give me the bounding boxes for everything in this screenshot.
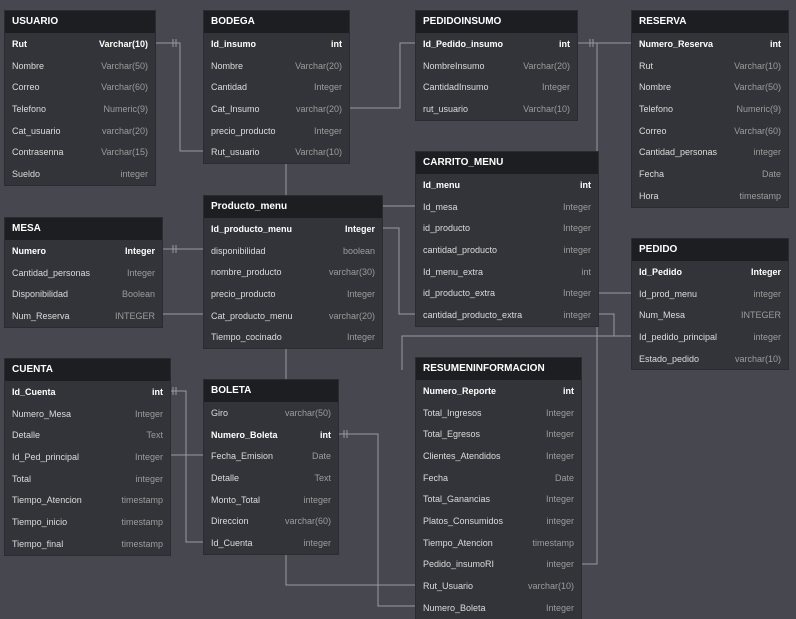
field-type: Integer: [545, 407, 574, 418]
field-type: varchar(10): [734, 353, 781, 364]
field-name: Rut_Usuario: [423, 581, 474, 592]
field-type: int: [331, 38, 342, 49]
field-row-total[interactable]: [5, 468, 170, 490]
field-row-id-prod-menu[interactable]: [632, 283, 788, 305]
table-boleta[interactable]: [204, 380, 338, 554]
field-row-nombre[interactable]: [632, 76, 788, 98]
field-name: Tiempo_final: [12, 538, 64, 549]
field-name: Contrasenna: [12, 147, 64, 158]
table-header: CUENTA: [5, 359, 170, 381]
field-name: Estado_pedido: [639, 353, 700, 364]
field-name: Clientes_Atendidos: [423, 450, 501, 461]
field-name: Id_Ped_principal: [12, 451, 80, 462]
field-name: Fecha: [423, 472, 449, 483]
field-type: Integer: [562, 201, 591, 212]
field-row-monto-total[interactable]: [204, 489, 338, 511]
field-type: varchar(50): [284, 407, 331, 418]
field-name: Id_Cuenta: [12, 386, 56, 397]
field-row-telefono[interactable]: [632, 98, 788, 120]
field-type: integer: [753, 147, 781, 158]
field-row-cantidad[interactable]: [204, 76, 349, 98]
field-row-tiempo-inicio[interactable]: [5, 511, 170, 533]
field-row-total-ganancias[interactable]: [416, 488, 581, 510]
field-row-id-pedido-principal[interactable]: [632, 326, 788, 348]
field-type: Varchar(15): [101, 147, 148, 158]
field-row-precio-producto[interactable]: [204, 283, 382, 305]
field-row-nombre[interactable]: [5, 55, 155, 77]
field-name: Numero: [12, 245, 47, 256]
relation-producto-carrito: [382, 206, 416, 314]
field-row-cantidad-personas[interactable]: [5, 262, 162, 284]
field-type: Integer: [545, 602, 574, 613]
field-row-rut[interactable]: [5, 33, 155, 55]
field-name: Cat_producto_menu: [211, 310, 293, 321]
field-type: Integer: [313, 82, 342, 93]
field-row-tiempo-cocinado[interactable]: [204, 326, 382, 348]
field-name: Direccion: [211, 516, 249, 527]
field-row-detalle[interactable]: [204, 467, 338, 489]
field-name: Tiempo_inicio: [12, 516, 68, 527]
field-row-id-producto-extra[interactable]: [416, 282, 598, 304]
field-name: Total_Ganancias: [423, 494, 491, 505]
field-type: int: [152, 386, 163, 397]
field-type: Varchar(50): [734, 82, 781, 93]
field-type: Varchar(10): [734, 60, 781, 71]
field-row-rut-usuario[interactable]: [204, 141, 349, 163]
field-name: Disponibilidad: [12, 289, 69, 300]
field-name: Id_pedido_principal: [639, 331, 718, 342]
field-name: Total: [12, 473, 32, 484]
field-name: Tiempo_Atencion: [12, 495, 82, 506]
field-row-fecha-emision[interactable]: [204, 445, 338, 467]
field-type: Integer: [562, 223, 591, 234]
field-type: Integer: [344, 223, 375, 234]
field-type: timestamp: [121, 516, 163, 527]
field-name: precio_producto: [211, 125, 276, 136]
field-row-nombreinsumo[interactable]: [416, 55, 577, 77]
field-type: integer: [753, 288, 781, 299]
field-name: Telefono: [639, 103, 674, 114]
field-name: Rut: [12, 38, 27, 49]
table-usuario[interactable]: [5, 11, 155, 185]
field-name: Nombre: [211, 60, 244, 71]
table-header: BOLETA: [204, 380, 338, 402]
field-type: timestamp: [739, 190, 781, 201]
field-row-num-mesa[interactable]: [632, 304, 788, 326]
field-row-id-producto-menu[interactable]: [204, 218, 382, 240]
relation-usuario-pedidoinsumo: [349, 43, 416, 108]
field-name: Hora: [639, 190, 659, 201]
field-row-total-ingresos[interactable]: [416, 402, 581, 424]
field-name: Pedido_insumoRI: [423, 559, 495, 570]
field-type: Varchar(10): [98, 38, 148, 49]
table-header: PEDIDO: [632, 239, 788, 261]
field-row-id-menu[interactable]: [416, 174, 598, 196]
field-name: Detalle: [12, 430, 41, 441]
field-type: integer: [563, 309, 591, 320]
field-row-cantidad-producto[interactable]: [416, 239, 598, 261]
field-type: Integer: [750, 266, 781, 277]
field-type: Date: [554, 472, 574, 483]
field-type: int: [581, 266, 591, 277]
field-name: Id_prod_menu: [639, 288, 698, 299]
field-type: integer: [563, 244, 591, 255]
field-name: Numero_Reporte: [423, 385, 497, 396]
relation-usuario-bodega: [155, 39, 204, 151]
field-row-direccion[interactable]: [204, 510, 338, 532]
field-name: Id_Pedido_insumo: [423, 38, 504, 49]
field-row-cat-usuario[interactable]: [5, 120, 155, 142]
field-type: Varchar(60): [101, 82, 148, 93]
field-type: integer: [546, 559, 574, 570]
table-header: PEDIDOINSUMO: [416, 11, 577, 33]
field-type: timestamp: [121, 495, 163, 506]
field-name: Correo: [639, 125, 667, 136]
field-row-estado-pedido[interactable]: [632, 348, 788, 370]
field-name: Detalle: [211, 472, 240, 483]
field-row-id-pedido[interactable]: [632, 261, 788, 283]
field-name: Telefono: [12, 103, 47, 114]
field-type: Text: [314, 472, 331, 483]
field-type: Integer: [126, 267, 155, 278]
table-cuenta[interactable]: [5, 359, 170, 555]
relation-bodega-resumen: [286, 554, 416, 585]
field-row-id-mesa[interactable]: [416, 196, 598, 218]
field-type: Integer: [562, 288, 591, 299]
field-row-fecha[interactable]: [632, 163, 788, 185]
field-name: Id_mesa: [423, 201, 458, 212]
field-name: id_producto_extra: [423, 288, 496, 299]
table-producto-menu[interactable]: [204, 196, 382, 348]
field-type: int: [770, 38, 781, 49]
field-type: varchar(20): [295, 103, 342, 114]
field-name: Numero_Boleta: [423, 602, 486, 613]
field-row-id-insumo[interactable]: [204, 33, 349, 55]
field-type: Numeric(9): [103, 103, 148, 114]
field-name: Cat_Insumo: [211, 103, 260, 114]
field-type: Varchar(10): [523, 103, 570, 114]
relation-cuenta-boleta: [170, 387, 204, 542]
field-row-id-pedido-insumo[interactable]: [416, 33, 577, 55]
relation-pedidoinsumo-reserva: [577, 39, 632, 47]
field-type: Integer: [313, 125, 342, 136]
table-header: RESUMENINFORMACION: [416, 358, 581, 380]
field-type: varchar(20): [328, 310, 375, 321]
field-name: Nombre: [639, 82, 672, 93]
field-type: integer: [546, 515, 574, 526]
field-row-numero-boleta[interactable]: [416, 597, 581, 619]
table-header: USUARIO: [5, 11, 155, 33]
field-type: Integer: [541, 82, 570, 93]
field-row-fecha[interactable]: [416, 467, 581, 489]
field-row-numero-boleta[interactable]: [204, 424, 338, 446]
field-name: Cantidad_personas: [12, 267, 91, 278]
field-row-tiempo-atencion[interactable]: [416, 532, 581, 554]
field-row-disponibilidad[interactable]: [5, 283, 162, 305]
field-type: integer: [303, 494, 331, 505]
field-type: varchar(10): [527, 581, 574, 592]
field-row-numero-mesa[interactable]: [5, 403, 170, 425]
field-row-precio-producto[interactable]: [204, 120, 349, 142]
field-row-cantidad-personas[interactable]: [632, 141, 788, 163]
field-name: Cantidad_personas: [639, 147, 718, 158]
field-row-correo[interactable]: [5, 76, 155, 98]
table-pedido[interactable]: [632, 239, 788, 369]
field-row-nombre-producto[interactable]: [204, 261, 382, 283]
field-name: Tiempo_Atencion: [423, 537, 493, 548]
field-name: Num_Reserva: [12, 310, 70, 321]
field-name: Cat_usuario: [12, 125, 61, 136]
field-row-cat-producto-menu[interactable]: [204, 305, 382, 327]
field-type: Date: [761, 168, 781, 179]
field-name: cantidad_producto_extra: [423, 309, 523, 320]
field-name: id_producto: [423, 223, 471, 234]
field-type: Integer: [346, 332, 375, 343]
field-type: Numeric(9): [736, 103, 781, 114]
field-name: Monto_Total: [211, 494, 261, 505]
field-name: Tiempo_cocinado: [211, 332, 282, 343]
relation-mesa-producto: [162, 245, 204, 253]
table-header: MESA: [5, 218, 162, 240]
field-row-cantidad-producto-extra[interactable]: [416, 304, 598, 326]
relation-carrito-pedido: [598, 293, 632, 336]
field-type: int: [320, 429, 331, 440]
table-bodega[interactable]: [204, 11, 349, 163]
field-type: varchar(60): [284, 516, 331, 527]
field-name: NombreInsumo: [423, 60, 485, 71]
field-row-numero-reserva[interactable]: [632, 33, 788, 55]
field-name: Total_Ingresos: [423, 407, 482, 418]
field-name: disponibilidad: [211, 245, 266, 256]
field-type: varchar(20): [101, 125, 148, 136]
field-name: Id_menu_extra: [423, 266, 484, 277]
field-name: Numero_Reserva: [639, 38, 714, 49]
field-type: Integer: [545, 429, 574, 440]
field-row-id-cuenta[interactable]: [204, 532, 338, 554]
field-type: INTEGER: [740, 310, 781, 321]
field-name: Fecha: [639, 168, 665, 179]
field-name: cantidad_producto: [423, 244, 498, 255]
field-row-correo[interactable]: [632, 120, 788, 142]
table-header: CARRITO_MENU: [416, 152, 598, 174]
field-row-platos-consumidos[interactable]: [416, 510, 581, 532]
field-type: integer: [753, 331, 781, 342]
field-row-numero[interactable]: [5, 240, 162, 262]
field-name: Id_producto_menu: [211, 223, 293, 234]
field-row-tiempo-atencion[interactable]: [5, 489, 170, 511]
field-row-nombre[interactable]: [204, 55, 349, 77]
table-header: Producto_menu: [204, 196, 382, 218]
field-type: int: [580, 179, 591, 190]
field-name: CantidadInsumo: [423, 82, 489, 93]
field-row-cantidadinsumo[interactable]: [416, 76, 577, 98]
field-name: Total_Egresos: [423, 429, 481, 440]
field-type: integer: [303, 537, 331, 548]
field-type: Text: [146, 430, 163, 441]
field-row-id-producto[interactable]: [416, 217, 598, 239]
field-type: Varchar(20): [295, 60, 342, 71]
field-name: nombre_producto: [211, 267, 282, 278]
field-name: Numero_Mesa: [12, 408, 72, 419]
field-name: Fecha_Emision: [211, 451, 274, 462]
field-name: Id_Cuenta: [211, 537, 253, 548]
field-type: Varchar(10): [295, 147, 342, 158]
field-type: integer: [120, 168, 148, 179]
field-type: Integer: [124, 245, 155, 256]
field-type: Varchar(50): [101, 60, 148, 71]
field-name: rut_usuario: [423, 103, 469, 114]
field-row-disponibilidad[interactable]: [204, 240, 382, 262]
table-resumeninformacion[interactable]: [416, 358, 581, 619]
field-type: integer: [135, 473, 163, 484]
field-type: Varchar(60): [734, 125, 781, 136]
field-name: Nombre: [12, 60, 45, 71]
field-row-rut-usuario[interactable]: [416, 575, 581, 597]
field-name: Num_Mesa: [639, 310, 686, 321]
field-type: INTEGER: [114, 310, 155, 321]
field-row-detalle[interactable]: [5, 424, 170, 446]
field-name: precio_producto: [211, 288, 276, 299]
field-type: Varchar(20): [523, 60, 570, 71]
table-header: BODEGA: [204, 11, 349, 33]
field-row-rut[interactable]: [632, 55, 788, 77]
field-type: timestamp: [532, 537, 574, 548]
table-mesa[interactable]: [5, 218, 162, 327]
field-row-id-ped-principal[interactable]: [5, 446, 170, 468]
field-name: Rut: [639, 60, 654, 71]
field-name: Cantidad: [211, 82, 248, 93]
field-name: Giro: [211, 407, 229, 418]
field-type: Integer: [134, 408, 163, 419]
field-row-num-reserva[interactable]: [5, 305, 162, 327]
field-name: Id_menu: [423, 179, 461, 190]
field-name: Id_Pedido: [639, 266, 683, 277]
field-row-rut-usuario[interactable]: [416, 98, 577, 120]
field-row-numero-reporte[interactable]: [416, 380, 581, 402]
field-row-hora[interactable]: [632, 185, 788, 207]
field-row-id-cuenta[interactable]: [5, 381, 170, 403]
field-row-pedido-insumori[interactable]: [416, 554, 581, 576]
field-type: Boolean: [121, 289, 155, 300]
field-name: Sueldo: [12, 168, 41, 179]
field-type: int: [563, 385, 574, 396]
field-name: Correo: [12, 82, 40, 93]
field-type: int: [559, 38, 570, 49]
field-row-sueldo[interactable]: [5, 163, 155, 185]
field-row-giro[interactable]: [204, 402, 338, 424]
table-reserva[interactable]: [632, 11, 788, 207]
field-row-telefono[interactable]: [5, 98, 155, 120]
field-name: Id_insumo: [211, 38, 257, 49]
field-type: Date: [311, 451, 331, 462]
field-name: Platos_Consumidos: [423, 515, 504, 526]
table-header: RESERVA: [632, 11, 788, 33]
table-pedidoinsumo[interactable]: [416, 11, 577, 120]
field-row-tiempo-final[interactable]: [5, 533, 170, 555]
field-type: varchar(30): [328, 267, 375, 278]
relation-boleta-resumen: [338, 430, 416, 606]
field-row-total-egresos[interactable]: [416, 423, 581, 445]
field-row-clientes-atendidos[interactable]: [416, 445, 581, 467]
field-type: boolean: [342, 245, 375, 256]
field-row-cat-insumo[interactable]: [204, 98, 349, 120]
table-carrito-menu[interactable]: [416, 152, 598, 326]
field-type: timestamp: [121, 538, 163, 549]
field-name: Rut_usuario: [211, 147, 260, 158]
field-type: Integer: [545, 494, 574, 505]
field-type: Integer: [545, 450, 574, 461]
field-row-contrasenna[interactable]: [5, 141, 155, 163]
field-name: Numero_Boleta: [211, 429, 278, 440]
field-type: Integer: [134, 451, 163, 462]
field-row-id-menu-extra[interactable]: [416, 261, 598, 283]
field-type: Integer: [346, 288, 375, 299]
